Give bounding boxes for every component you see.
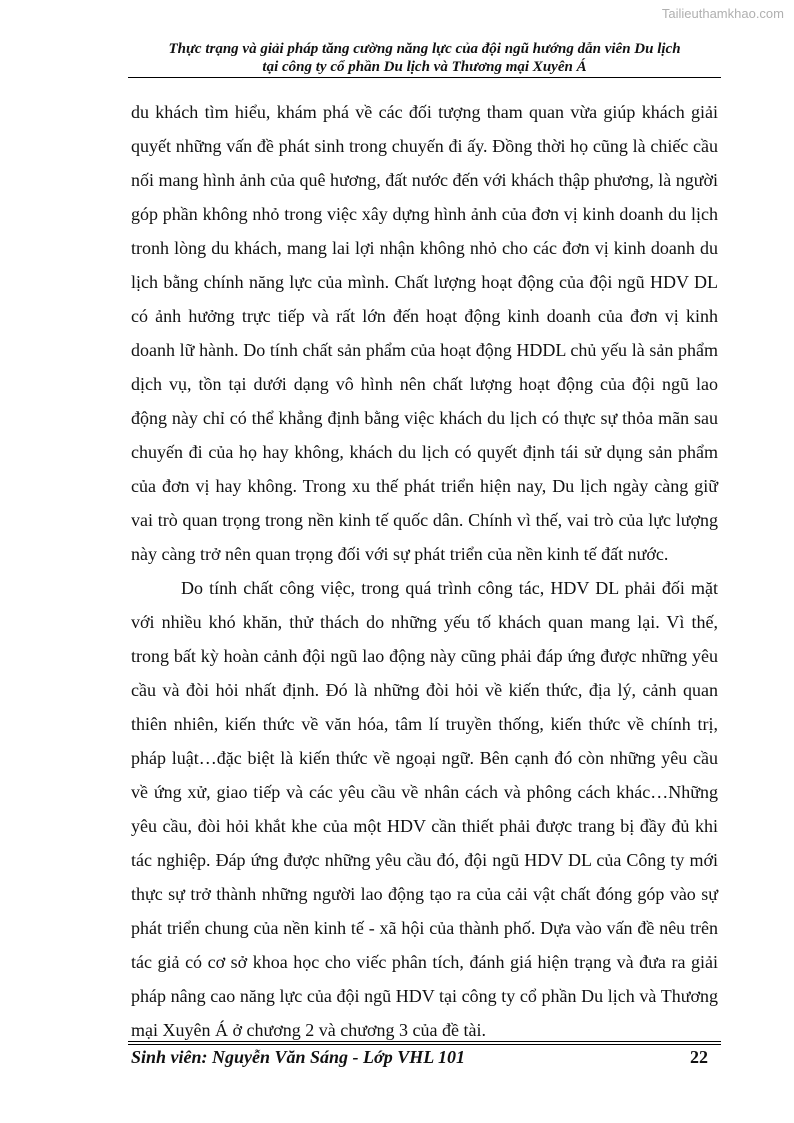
page-number: 22 — [690, 1047, 708, 1067]
running-header — [128, 40, 721, 76]
footer-author: Sinh viên: Nguyễn Văn Sáng - Lớp VHL 101 — [131, 1047, 466, 1067]
watermark-text: Tailieuthamkhao.com — [661, 6, 784, 21]
footer-divider — [128, 1041, 721, 1042]
body-paragraph-1: du khách tìm hiểu, khám phá về các đối tượng tham quan vừa giúp khách giải quyết những vấn đề phát sinh trong chuyến đi ấy. Đồng thời họ cũng là chiếc cầu nối mang hình ảnh của quê hương, đất nước đến với khách thập phương, là người góp phần không nhỏ trong việc xây dựng hình ảnh của đơn vị kinh doanh du lịch tronh lòng du khách, mang lai lợi nhận không nhỏ cho các đơn vị kinh doanh du lịch bằng chính năng lực của mình. Chất lượng hoạt động của đội ngũ HDV DL có ảnh hưởng trực tiếp và rất lớn đến hoạt động kinh doanh của đơn vị kinh doanh lữ hành. Do tính chất sản phẩm của hoạt động HDDL chủ yếu là sản phẩm dịch vụ, tồn tại dưới dạng vô hình nên chất lượng hoạt động của đội ngũ lao động này chỉ có thể khẳng định bằng việc khách du lịch có thực sự thỏa mãn sau chuyến đi của họ hay không, khách du lịch có quyết định tái sử dụng sản phẩm của đơn vị hay không. Trong xu thế phát triển hiện nay, Du lịch ngày càng giữ vai trò quan trọng trong nền kinh tế quốc dân. Chính vì thế, vai trò của lực lượng này càng trở nên quan trọng đối với sự phát triển của nền kinh tế đất nước. — [131, 102, 718, 564]
page-body — [131, 95, 718, 1047]
body-paragraph-2: Do tính chất công việc, trong quá trình công tác, HDV DL phải đối mặt với nhiều khó khăn, thử thách do những yếu tố khách quan mang lại. Vì thế, trong bất kỳ hoàn cảnh đội ngũ lao động này cũng phải đáp ứng được những yêu cầu và đòi hỏi nhất định. Đó là những đòi hỏi về kiến thức, địa lý, cảnh quan thiên nhiên, kiến thức về văn hóa, tâm lí truyền thống, kiến thức về chính trị, pháp luật…đặc biệt là kiến thức về ngoại ngữ. Bên cạnh đó còn những yêu cầu về ứng xử, giao tiếp và các yêu cầu về nhân cách và phông cách khác…Những yêu cầu, đòi hỏi khắt khe của một HDV cần thiết phải được trang bị đầy đủ khi tác nghiệp. Đáp ứng được những yêu cầu đó, đội ngũ HDV DL của Công ty mới thực sự trở thành những người lao động tạo ra của cải vật chất đóng góp vào sự phát triển chung của nền kinh tế - xã hội của thành phố. Dựa vào vấn đề nêu trên tác giả có cơ sở khoa học cho viếc phân tích, đánh giá hiện trạng và đưa ra giải pháp nâng cao năng lực của đội ngũ HDV tại công ty cổ phần Du lịch và Thương mại Xuyên Á ở chương 2 và chương 3 của đề tài. — [131, 578, 718, 1040]
footer-divider-secondary — [128, 1044, 721, 1045]
header-title-line1: Thực trạng và giải pháp tăng cường năng lực của đội ngũ hướng dẫn viên Du lịch — [168, 41, 681, 57]
header-divider — [128, 77, 721, 78]
header-title-line2: tại công ty cổ phần Du lịch và Thương mại Xuyên Á — [262, 59, 587, 75]
